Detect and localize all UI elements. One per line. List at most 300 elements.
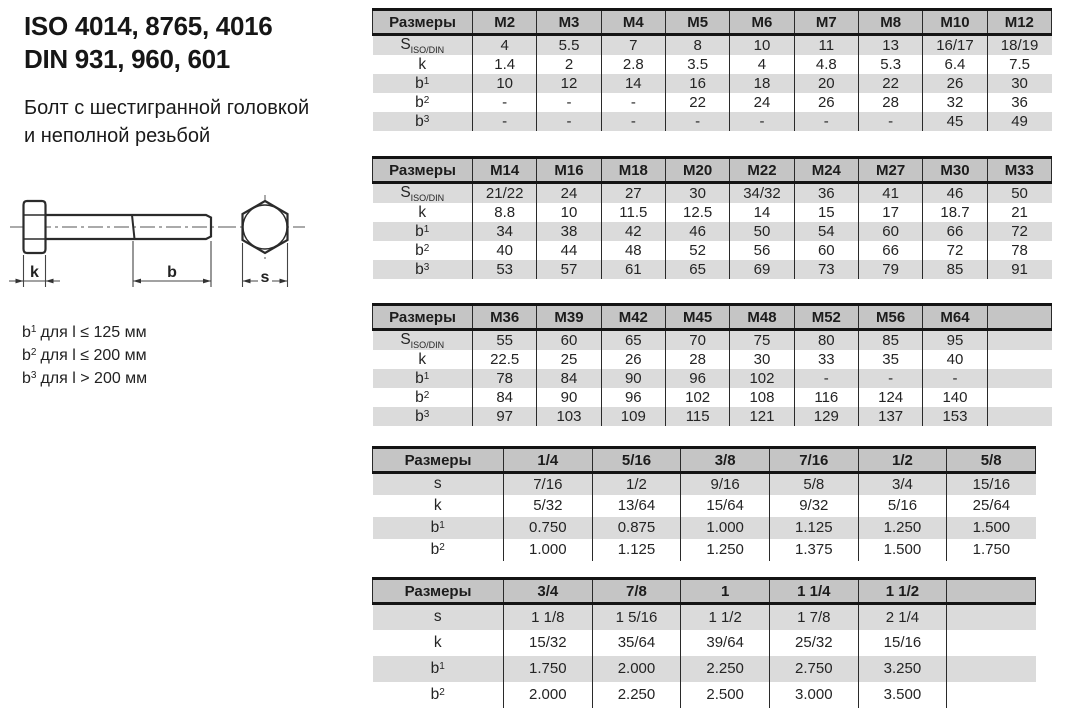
table-row — [373, 369, 1052, 388]
cell: 2.500 — [681, 682, 770, 708]
column-header-5-16: 5/16 — [592, 448, 681, 473]
column-header-M22: M22 — [730, 158, 794, 183]
cell: 46 — [923, 183, 987, 204]
cell: 3.500 — [858, 682, 947, 708]
cell: 91 — [987, 260, 1051, 279]
cell: 1.000 — [504, 539, 593, 561]
cell: 79 — [858, 260, 922, 279]
row-label-S: $S_{ISO/DIN}$ — [400, 36, 445, 56]
cell: 10 — [730, 35, 794, 56]
cell: 96 — [665, 369, 729, 388]
cell: 2 1/4 — [858, 604, 947, 630]
footnote-text: для l ≤ 200 мм — [40, 347, 147, 364]
row-label-b3: $b^3$ — [415, 112, 430, 130]
column-header-M42: M42 — [601, 305, 665, 330]
cell: 2.8 — [601, 55, 665, 74]
table-row — [373, 222, 1052, 241]
cell: - — [601, 112, 665, 131]
footnote-symbol: b — [22, 347, 31, 364]
column-header-M7: M7 — [794, 10, 858, 35]
cell: 109 — [601, 407, 665, 426]
table-row — [373, 539, 1036, 561]
column-header-M5: M5 — [665, 10, 729, 35]
table-row — [373, 656, 1036, 682]
cell: 72 — [987, 222, 1051, 241]
cell: 5.3 — [858, 55, 922, 74]
cell: - — [858, 112, 922, 131]
table-row — [373, 203, 1052, 222]
cell: 1 1/2 — [681, 604, 770, 630]
table-row — [373, 604, 1036, 630]
column-header-M4: M4 — [601, 10, 665, 35]
cell: 0.875 — [592, 517, 681, 539]
cell: 60 — [794, 241, 858, 260]
cell: 72 — [923, 241, 987, 260]
cell: 50 — [987, 183, 1051, 204]
cell: 5/32 — [504, 495, 593, 517]
cell: 78 — [473, 369, 537, 388]
cell: 15/32 — [504, 630, 593, 656]
title-iso: ISO 4014, 8765, 4016 — [24, 11, 273, 41]
cell: - — [794, 112, 858, 131]
spec-table-inch-threequarter-to-oneandhalf — [372, 577, 1036, 708]
row-label-b1: $b^1$ — [430, 518, 445, 536]
s-arrow-right — [280, 279, 288, 284]
column-header-M20: M20 — [665, 158, 729, 183]
row-label-S: $S_{ISO/DIN}$ — [400, 331, 445, 351]
cell: 124 — [858, 388, 922, 407]
cell: - — [730, 112, 794, 131]
cell: 5/8 — [769, 473, 858, 495]
cell — [987, 330, 1051, 351]
column-header-M3: M3 — [537, 10, 601, 35]
cell: 84 — [537, 369, 601, 388]
cell: 115 — [665, 407, 729, 426]
column-header-M56: M56 — [858, 305, 922, 330]
cell: - — [537, 93, 601, 112]
cell: 53 — [473, 260, 537, 279]
row-label-b3: $b^3$ — [415, 407, 430, 425]
cell: 28 — [665, 350, 729, 369]
row-label-k: k — [433, 633, 442, 651]
cell: 97 — [473, 407, 537, 426]
cell: 5.5 — [537, 35, 601, 56]
dim-label-s: s — [260, 269, 270, 286]
cell: 13/64 — [592, 495, 681, 517]
header-row — [373, 305, 1052, 330]
cell: 11 — [794, 35, 858, 56]
cell: 56 — [730, 241, 794, 260]
cell: 54 — [794, 222, 858, 241]
table-row — [373, 183, 1052, 204]
cell: 3.5 — [665, 55, 729, 74]
cell: 1.500 — [947, 517, 1036, 539]
cell: 16 — [665, 74, 729, 93]
cell: 153 — [923, 407, 987, 426]
cell: 18.7 — [923, 203, 987, 222]
footnote-superscript: 2 — [30, 347, 37, 358]
cell — [947, 656, 1036, 682]
cell: 2.750 — [769, 656, 858, 682]
table-row — [373, 495, 1036, 517]
row-label-k: k — [433, 496, 442, 514]
footnote-text: для l > 200 мм — [40, 370, 148, 387]
table-metric-m14-m33 — [372, 156, 1052, 279]
cell: 129 — [794, 407, 858, 426]
cell: 60 — [537, 330, 601, 351]
column-header-1-4: 1/4 — [504, 448, 593, 473]
cell: 121 — [730, 407, 794, 426]
cell: 39/64 — [681, 630, 770, 656]
cell: 22 — [665, 93, 729, 112]
header-row — [373, 579, 1036, 604]
cell: 35/64 — [592, 630, 681, 656]
cell: 8.8 — [473, 203, 537, 222]
cell: 40 — [473, 241, 537, 260]
cell: 28 — [858, 93, 922, 112]
cell: 7/16 — [504, 473, 593, 495]
cell: 1.125 — [769, 517, 858, 539]
cell: 4 — [730, 55, 794, 74]
column-header-M18: M18 — [601, 158, 665, 183]
row-label-b2: $b^2$ — [430, 685, 445, 703]
table-row — [373, 260, 1052, 279]
page-title — [24, 10, 272, 76]
row-label-s: s — [433, 608, 442, 626]
thread-runout-line — [132, 215, 135, 239]
cell: - — [858, 369, 922, 388]
cell: 50 — [730, 222, 794, 241]
footnote-symbol: b — [22, 324, 31, 341]
column-header-M39: M39 — [537, 305, 601, 330]
table-row — [373, 407, 1052, 426]
cell — [987, 388, 1051, 407]
cell — [947, 604, 1036, 630]
row-label-S: $S_{ISO/DIN}$ — [400, 184, 445, 204]
column-header-M48: M48 — [730, 305, 794, 330]
cell: 44 — [537, 241, 601, 260]
column-header-M52: M52 — [794, 305, 858, 330]
cell: 15/16 — [858, 630, 947, 656]
cell: 137 — [858, 407, 922, 426]
cell: 78 — [987, 241, 1051, 260]
cell: 15/16 — [947, 473, 1036, 495]
column-header-M36: M36 — [473, 305, 537, 330]
table-inch-small — [372, 446, 1036, 561]
cell: 48 — [601, 241, 665, 260]
column-header-1-1-2: 1 1/2 — [858, 579, 947, 604]
table-row — [373, 388, 1052, 407]
cell: 12.5 — [665, 203, 729, 222]
cell: 45 — [923, 112, 987, 131]
cell: 1/2 — [592, 473, 681, 495]
cell: 42 — [601, 222, 665, 241]
cell: 1.000 — [681, 517, 770, 539]
column-header-1: 1 — [681, 579, 770, 604]
cell: 7.5 — [987, 55, 1051, 74]
k-arrow-left — [16, 279, 24, 284]
subtitle-line-1: Болт с шестигранной головкой — [24, 97, 310, 119]
cell: 21 — [987, 203, 1051, 222]
cell — [987, 407, 1051, 426]
row-label-b2: $b^2$ — [430, 540, 445, 558]
cell: 16/17 — [923, 35, 987, 56]
cell: 34 — [473, 222, 537, 241]
hex-head-end-view — [243, 201, 288, 253]
cell: 90 — [601, 369, 665, 388]
cell: 7 — [601, 35, 665, 56]
cell — [987, 369, 1051, 388]
title-din: DIN 931, 960, 601 — [24, 44, 230, 74]
column-header-M6: M6 — [730, 10, 794, 35]
column-header-1-2: 1/2 — [858, 448, 947, 473]
table-row — [373, 350, 1052, 369]
table-row — [373, 55, 1052, 74]
b-arrow-right — [203, 279, 211, 284]
cell: 12 — [537, 74, 601, 93]
column-header-7-8: 7/8 — [592, 579, 681, 604]
cell: 84 — [473, 388, 537, 407]
cell: 60 — [858, 222, 922, 241]
table-row — [373, 517, 1036, 539]
table-row — [373, 74, 1052, 93]
cell: 49 — [987, 112, 1051, 131]
b-arrow-left — [133, 279, 141, 284]
cell — [947, 630, 1036, 656]
cell: 36 — [794, 183, 858, 204]
row-label-b2: $b^2$ — [415, 241, 430, 259]
column-header-M16: M16 — [537, 158, 601, 183]
table-row — [373, 473, 1036, 495]
spec-table-metric-m14-m33 — [372, 156, 1052, 279]
cell: 21/22 — [473, 183, 537, 204]
cell: 5/16 — [858, 495, 947, 517]
cell: 4.8 — [794, 55, 858, 74]
table-row — [373, 330, 1052, 351]
cell: 4 — [473, 35, 537, 56]
footnote-b3 — [22, 366, 147, 389]
column-header-M45: M45 — [665, 305, 729, 330]
cell: 52 — [665, 241, 729, 260]
cell: - — [601, 93, 665, 112]
cell: 73 — [794, 260, 858, 279]
table-row — [373, 682, 1036, 708]
footnote-b2 — [22, 343, 147, 366]
cell: 25 — [537, 350, 601, 369]
cell: 85 — [923, 260, 987, 279]
spec-table-metric-m2-m12 — [372, 8, 1052, 131]
column-header-7-16: 7/16 — [769, 448, 858, 473]
bolt-technical-drawing — [2, 183, 342, 313]
cell: 32 — [923, 93, 987, 112]
cell: 1 1/8 — [504, 604, 593, 630]
row-label-s: s — [433, 475, 442, 493]
spec-table-metric-m36-m64 — [372, 303, 1052, 426]
cell: 80 — [794, 330, 858, 351]
cell: 25/64 — [947, 495, 1036, 517]
cell: 30 — [730, 350, 794, 369]
row-label-b2: $b^2$ — [415, 93, 430, 111]
column-header-M12: M12 — [987, 10, 1051, 35]
cell: 90 — [537, 388, 601, 407]
cell: 30 — [665, 183, 729, 204]
row-label-k: k — [418, 203, 427, 221]
table-row — [373, 112, 1052, 131]
page-subtitle — [24, 94, 309, 150]
cell: 26 — [923, 74, 987, 93]
cell: - — [473, 93, 537, 112]
cell: 26 — [601, 350, 665, 369]
cell: 35 — [858, 350, 922, 369]
column-header-3-8: 3/8 — [681, 448, 770, 473]
cell: 65 — [665, 260, 729, 279]
column-header-M8: M8 — [858, 10, 922, 35]
table-row — [373, 93, 1052, 112]
cell: 41 — [858, 183, 922, 204]
cell: 33 — [794, 350, 858, 369]
cell: 61 — [601, 260, 665, 279]
cell: 20 — [794, 74, 858, 93]
row-label-k: k — [418, 55, 427, 73]
cell: 66 — [923, 222, 987, 241]
column-header-M24: M24 — [794, 158, 858, 183]
cell: 40 — [923, 350, 987, 369]
cell: 10 — [473, 74, 537, 93]
cell: 34/32 — [730, 183, 794, 204]
cell: 85 — [858, 330, 922, 351]
cell: 116 — [794, 388, 858, 407]
column-header-1-1-4: 1 1/4 — [769, 579, 858, 604]
dim-label-b: b — [167, 264, 177, 281]
dim-label-k: k — [30, 264, 39, 281]
header-row — [373, 10, 1052, 35]
spec-table-inch-quarter-to-fiveeighths — [372, 446, 1036, 561]
cell: 69 — [730, 260, 794, 279]
cell: 9/32 — [769, 495, 858, 517]
cell: - — [665, 112, 729, 131]
cell: 36 — [987, 93, 1051, 112]
cell: 65 — [601, 330, 665, 351]
cell: 46 — [665, 222, 729, 241]
row-label-k: k — [418, 350, 427, 368]
cell: 2.000 — [592, 656, 681, 682]
cell: 66 — [858, 241, 922, 260]
cell: - — [537, 112, 601, 131]
footnotes — [22, 320, 147, 389]
cell: 1.125 — [592, 539, 681, 561]
column-header-M33: M33 — [987, 158, 1051, 183]
table-row — [373, 241, 1052, 260]
cell: 2.000 — [504, 682, 593, 708]
cell: 17 — [858, 203, 922, 222]
cell: 18 — [730, 74, 794, 93]
column-header-M14: M14 — [473, 158, 537, 183]
size-header-label: Размеры — [373, 305, 473, 330]
size-header-label: Размеры — [373, 158, 473, 183]
cell: 15/64 — [681, 495, 770, 517]
footnote-symbol: b — [22, 370, 31, 387]
table-metric-m36-m64 — [372, 303, 1052, 426]
cell: 27 — [601, 183, 665, 204]
cell: 95 — [923, 330, 987, 351]
table-inch-large — [372, 577, 1036, 708]
cell: 24 — [730, 93, 794, 112]
header-row — [373, 158, 1052, 183]
column-header-M27: M27 — [858, 158, 922, 183]
row-label-b1: $b^1$ — [415, 74, 430, 92]
cell: 3.250 — [858, 656, 947, 682]
column-header-M2: M2 — [473, 10, 537, 35]
subtitle-line-2: и неполной резьбой — [24, 125, 211, 147]
row-label-b1: $b^1$ — [415, 369, 430, 387]
cell: 8 — [665, 35, 729, 56]
cell: 103 — [537, 407, 601, 426]
table-row — [373, 35, 1052, 56]
column-header-empty — [947, 579, 1036, 604]
cell: - — [473, 112, 537, 131]
cell: 22.5 — [473, 350, 537, 369]
cell: 102 — [730, 369, 794, 388]
cell: 14 — [730, 203, 794, 222]
cell — [947, 682, 1036, 708]
cell: 2.250 — [592, 682, 681, 708]
column-header-M30: M30 — [923, 158, 987, 183]
cell: 15 — [794, 203, 858, 222]
cell: 140 — [923, 388, 987, 407]
cell: 18/19 — [987, 35, 1051, 56]
table-row — [373, 630, 1036, 656]
cell: 1.4 — [473, 55, 537, 74]
cell: 3/4 — [858, 473, 947, 495]
cell: 102 — [665, 388, 729, 407]
cell — [987, 350, 1051, 369]
column-header-M10: M10 — [923, 10, 987, 35]
cell: 11.5 — [601, 203, 665, 222]
cell: 75 — [730, 330, 794, 351]
header-row — [373, 448, 1036, 473]
row-label-b1: $b^1$ — [430, 659, 445, 677]
cell: 26 — [794, 93, 858, 112]
cell: 1 5/16 — [592, 604, 681, 630]
cell: 70 — [665, 330, 729, 351]
cell: 0.750 — [504, 517, 593, 539]
size-header-label: Размеры — [373, 10, 473, 35]
cell: - — [794, 369, 858, 388]
column-header-empty — [987, 305, 1051, 330]
footnote-superscript: 3 — [30, 370, 37, 381]
cell: 14 — [601, 74, 665, 93]
cell: 57 — [537, 260, 601, 279]
cell: 2.250 — [681, 656, 770, 682]
size-header-label: Размеры — [373, 448, 504, 473]
column-header-M64: M64 — [923, 305, 987, 330]
cell: 1.750 — [947, 539, 1036, 561]
cell: 13 — [858, 35, 922, 56]
cell: 1.250 — [858, 517, 947, 539]
k-arrow-right — [46, 279, 54, 284]
cell: 108 — [730, 388, 794, 407]
bolt-head-outline — [24, 201, 46, 253]
cell: 1 7/8 — [769, 604, 858, 630]
cell: 1.250 — [681, 539, 770, 561]
column-header-5-8: 5/8 — [947, 448, 1036, 473]
cell: 1.500 — [858, 539, 947, 561]
footnote-superscript: 1 — [30, 324, 37, 335]
cell: 6.4 — [923, 55, 987, 74]
size-header-label: Размеры — [373, 579, 504, 604]
cell: 1.750 — [504, 656, 593, 682]
cell: 9/16 — [681, 473, 770, 495]
